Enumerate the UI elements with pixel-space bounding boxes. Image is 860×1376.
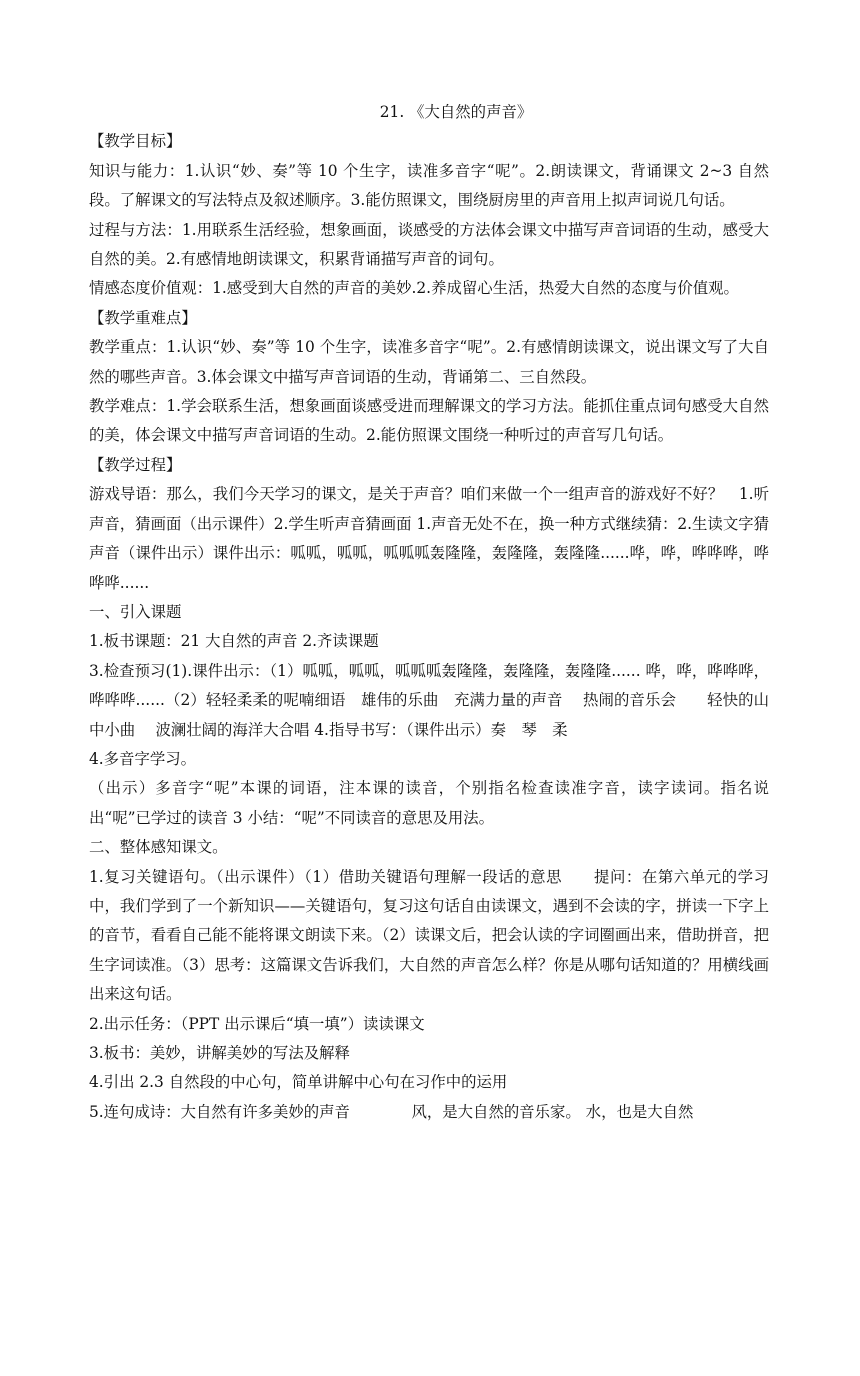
paragraph-knowledge-ability: 知识与能力：1.认识“妙、奏”等 10 个生字，读准多音字“呢”。2.朗读课文，背诵课文 2~3 自然段。了解课文的写法特点及叙述顺序。3.能仿照课文，围绕厨房里的声音用上拟声词说几句话。 bbox=[89, 161, 769, 210]
paragraph-process-method: 过程与方法：1.用联系生活经验，想象画面，谈感受的方法体会课文中描写声音词语的生动，感受大自然的美。2.有感情地朗读课文，积累背诵描写声音的词句。 bbox=[89, 220, 769, 269]
list-item-poem: 5.连句成诗：大自然有许多美妙的声音 风，是大自然的音乐家。 水，也是大自然 bbox=[89, 1102, 694, 1121]
heading-teaching-process: 【教学过程】 bbox=[89, 455, 182, 474]
list-item-board-meiyao: 3.板书：美妙，讲解美妙的写法及解释 bbox=[89, 1044, 350, 1062]
heading-key-points: 【教学重难点】 bbox=[89, 308, 197, 327]
list-item-central-sentence: 4.引出 2.3 自然段的中心句，简单讲解中心句在习作中的运用 bbox=[89, 1073, 508, 1092]
list-item-task: 2.出示任务：（PPT 出示课后“填一填”）读读课文 bbox=[89, 1014, 425, 1033]
list-item-key-sentence: 1.复习关键语句。（出示课件）（1）借助关键语句理解一段话的意思 提问：在第六单元的学习中，我们学到了一个新知识——关键语句，复习这句话自由读课文，遇到不会读的字，拼读一下字上的音节，看看自己能不能将课文朗读下来。（2）读课文后，把会认读的字词圈画出来，借助拼音，把生字词读准。（3）思考：这篇课文告诉我们，大自然的声音怎么样？你是从哪句话知道的？用横线画出来这句话。 bbox=[89, 867, 769, 1004]
paragraph-polyphone-detail: （出示）多音字“呢”本课的词语，注本课的读音，个别指名检查读准字音，读字读词。指名说出“呢”已学过的读音 3 小结：“呢”不同读音的意思及用法。 bbox=[89, 779, 769, 827]
heading-teaching-goals: 【教学目标】 bbox=[89, 132, 182, 151]
list-item-polyphone: 4.多音字学习。 bbox=[89, 749, 197, 768]
list-item-preview-check: 3.检查预习(1).课件出示：（1）呱呱，呱呱，呱呱呱轰隆隆，轰隆隆，轰隆隆...... 哗，哗，哗哗哗，哗哗哗......（2）轻轻柔柔的呢喃细语 雄伟的乐曲 充满力量的声音 热闹的音乐会 轻快的山中小曲 波澜壮阔的海洋大合唱 4.指导书写：（课件出示）奏 琴 柔 bbox=[89, 661, 769, 739]
paragraph-difficulties: 教学难点：1.学会联系生活，想象画面谈感受进而理解课文的学习方法。能抓住重点词句感受大自然的美，体会课文中描写声音词语的生动。2.能仿照课文围绕一种听过的声音写几句话。 bbox=[89, 397, 769, 445]
paragraph-game-intro: 游戏导语：那么，我们今天学习的课文，是关于声音？咱们来做一个一组声音的游戏好不好？ 1.听声音，猜画面（出示课件）2.学生听声音猜画面 1.声音无处不在，换一种方式继续猜：2.生读文字猜声音（课件出示）课件出示：呱呱，呱呱，呱呱呱轰隆隆，轰隆隆，轰隆隆......哗，哗，哗哗哗，哗哗哗...... bbox=[89, 485, 769, 592]
paragraph-key-focus: 教学重点：1.认识“妙、奏”等 10 个生字，读准多音字“呢”。2.有感情朗读课文，说出课文写了大自然的哪些声音。3.体会课文中描写声音词语的生动，背诵第二、三自然段。 bbox=[89, 338, 769, 386]
list-item-board-title: 1.板书课题：21 大自然的声音 2.齐读课题 bbox=[89, 632, 379, 651]
section-heading-overview: 二、整体感知课文。 bbox=[89, 838, 228, 857]
document-page bbox=[89, 98, 769, 1127]
document-title: 21. 《大自然的声音》 bbox=[379, 103, 533, 121]
paragraph-emotion-values: 情感态度价值观：1.感受到大自然的声音的美妙.2.养成留心生活，热爱大自然的态度与价值观。 bbox=[89, 279, 739, 298]
section-heading-intro: 一、引入课题 bbox=[89, 602, 182, 621]
